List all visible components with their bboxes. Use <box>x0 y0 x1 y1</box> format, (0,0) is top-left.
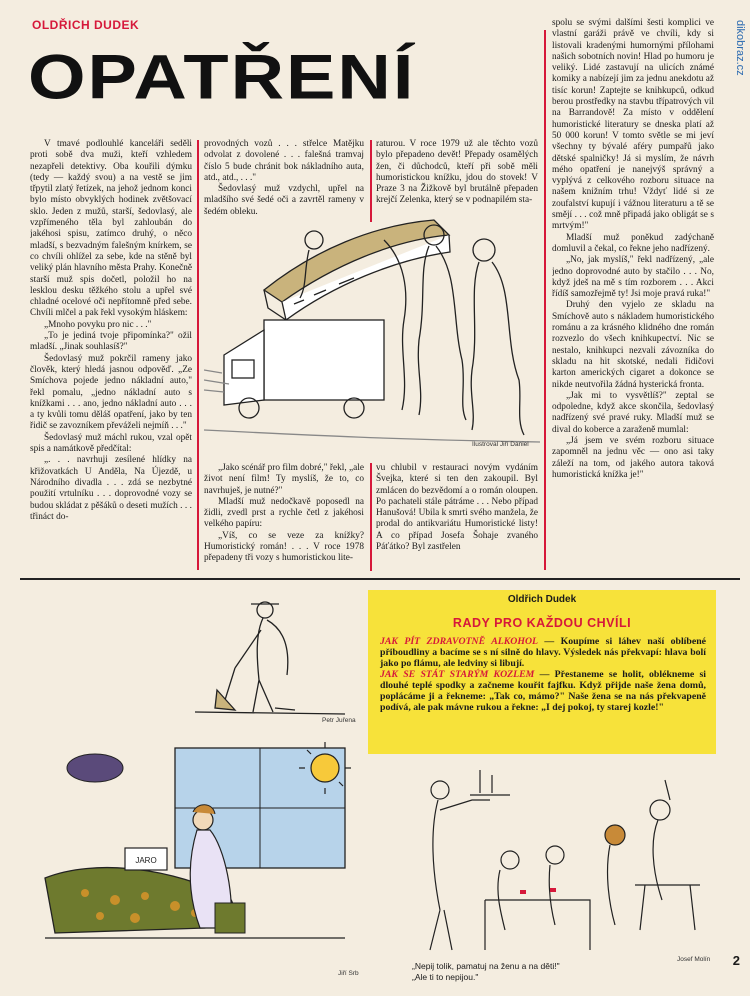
paragraph: Mladší muž poněkud zadýchaně domluvil a čekal, co řekne jeho nadřízený. <box>552 232 714 254</box>
article-column-2-bottom <box>204 463 364 571</box>
paragraph: raturou. V roce 1979 už ale těchto vozů bylo přepadeno devět! Přepady osamělých žen, či důchodců, kteří při sobě měli humoristickou knížku, jdou do stovek! V Praze 3 na Žižkově byl brutálně přepaden krejčí Zelenka, který se v podnapilém sta- <box>376 139 538 206</box>
tip-heading: JAK SE STÁT STARÝM KOZLEM <box>380 669 535 680</box>
cartoon-spring-window <box>25 728 365 968</box>
cartoon-cafe <box>400 760 710 960</box>
paragraph: Mladší muž nedočkavě poposedl na židli, zvedl prst a rychle četl z jakéhosi velkého papíru: <box>204 496 364 530</box>
column-divider <box>197 140 199 570</box>
cartoon-sign-text: JARO <box>135 856 157 865</box>
tip-item <box>380 669 706 713</box>
paragraph: „Jak mi to vysvětlíš?" zeptal se odpoledne, když akce skončila, šedovlasý nadřízený své pravé ruky. Mladší muž se dival do koberce a zaraženě mumlal: <box>552 390 714 435</box>
cartoon-sweeper <box>195 590 365 720</box>
article-title: OPATŘENÍ <box>28 41 416 113</box>
paragraph: „Jako scénář pro film dobré," řekl, „ale život není film! Ty myslíš, že to, co navrhuješ, je nutné?" <box>204 463 364 496</box>
article-author: OLDŘICH DUDEK <box>32 18 140 32</box>
paragraph: „No, jak myslíš," řekl nadřízený, „ale jedno doprovodné auto by stačilo . . . No, když jdeš na mě s tím rozborem . . . Akci řídíš samozřejmě ty! Jsi moje pravá ruka!" <box>552 255 714 300</box>
tips-title: RADY PRO KAŽDOU CHVÍLI <box>452 616 632 630</box>
section-divider <box>20 578 740 580</box>
article-column-4 <box>552 18 714 571</box>
cartoon-credit: Josef Molín <box>677 956 711 963</box>
paragraph: spolu se svými dalšími šesti komplici ve vlastní garáži právě ve chvíli, kdy si listovali kradenými humornými přílohami našich sobotních novin! Hlad po humoru je veliký. Lidé zastavují na ulicích známé komiky a nabízejí jim za jednu anekdotu až tisíc korun! Zaptejte se knihkupců, odkud berou prostředky na stavbu třípatrových vil na Barrandově! Za místo v oddělení humoristické literatury se dneska platí až 50 000 korun! V tomto světle se mi jeví všechny ty bývalé aféry pumpařů jako dětské spalničky! Já si myslím, že návrh mého opatření je nanejvýš správný a vyplývá z celkového rozboru situace na našem knižním trhu! Vždyť lidé si ze zoufalství kupují i vážnou literaturu a tě se smějí . . . což mně připadá jako obligát se s mrtvým!" <box>552 18 714 232</box>
paragraph: provodných vozů . . . střelce Matějku odvolat z dovolené . . . falešná tramvaj číslo 5 bude chránit bok nákladního auta, atd., atd., . . ." <box>204 139 364 183</box>
tip-item <box>380 636 706 669</box>
cartoon-credit: Petr Juřena <box>322 717 356 724</box>
caption-line: „Nepij tolik, pamatuj na ženu a na děti!" <box>412 961 560 971</box>
tip-body: — Koupíme si láhev naší oblíbené přiboudliny a bacíme se s ní silně do hlavy. Výsledek nás překvapí: hlava bolí jako po flámu, ale ledviny si libují. <box>380 636 706 669</box>
paragraph: Šedovlasý muž vzdychl, upřel na mladšího své šedé oči a zavrtěl rameny v šedém obleku. <box>204 184 364 217</box>
tip-body: — Přestaneme se holit, oblékneme si dlouhé teplé spodky a začneme kouřit fajfku. Když přijde naše žena domů, poplácáme ji a řekneme: „Tak co, mámo?" Naše žena se na nás překvapeně podívá, ale pak mávne rukou a řekne: „I dej pokoj, ty starej kozle!" <box>380 669 706 713</box>
column-divider <box>370 463 372 571</box>
paragraph: „To je jediná tvoje připomínka?" ožil mladší. „Jinak souhlasíš?" <box>30 331 192 353</box>
column-divider <box>544 30 546 570</box>
cartoon-caption <box>412 961 672 983</box>
paragraph: V tmavé podlouhlé kanceláři seděli proti sobě dva muži, kteří vzhledem nezapřeli detektivy. Oba kouřili dýmku (tedy — každý svou) a na vestě se jim třpytil zlatý řetízek, na jehož jednom konci bylo místo obvyklých hodinek zvětšovací sklo. Jeden z mužů, starší, šedovlasý, ale vzpřímeného těla byl zahloubán do jakéhosi spisu, zatímco druhý, o něco mladší, s bezvadným falešným knírkem, se co chvíli ohlížel za sebe, kde na stěně byl veliký plán hlavního města Prahy. Konečně starší muž spis dočetl, položil ho na lesklou desku těžkého stolu a upřel své chladné ocelové oči nepřítomně před sebe. Chvíli mlčel a pak řekl vysokým hláskem: <box>30 139 192 319</box>
paragraph: „Víš, co se veze za knížky? Humoristický román! . . . V roce 1978 přepadeny tři vozy s humoristickou lite- <box>204 530 364 564</box>
paragraph: Šedovlasý muž máchl rukou, vzal opět spis a namátkově předčítal: <box>30 432 192 455</box>
book-truck-illustration <box>204 180 540 450</box>
paragraph: „Já jsem ve svém rozboru situace zapomněl na jednu věc — ono asi taky záleží na tom, od jakého autora taková humoristická knížka je!" <box>552 435 714 480</box>
paragraph: Šedovlasý muž pokrčil rameny jako člověk, který hledá jasnou odpověď. „Ze Smíchova pojede jedno nákladní auto," řekl pomalu, „jedno nákladní auto s knížkami . . . ano, jedno nákladní auto . . . a ty kvůli tomu děláš opatření, jako by ten řidič se zavozníkem převáželi nejmíň . . ." <box>30 353 192 432</box>
tips-author: Oldřich Dudek <box>507 594 577 605</box>
paragraph: „. . . navrhuji zesílené hlídky na křižovatkách U Anděla, Na Újezdě, u Národního divadla . . . zdá se nezbytné použití vrtulníku . . . doprovodné vozy se budou skládat z pěšáků o deseti mužích . . . třináct do- <box>30 455 192 522</box>
paragraph: „Mnoho povyku pro nic . . ." <box>44 319 152 330</box>
illustration-credit: Ilustroval Jiří Daniel <box>472 441 529 448</box>
article-column-3-bottom <box>376 463 538 571</box>
tips-text <box>380 636 706 713</box>
caption-line: „Ale ti to nepijou." <box>412 972 479 982</box>
site-watermark[interactable]: dikobraz.cz <box>734 20 746 76</box>
tip-heading: JAK PÍT ZDRAVOTNĚ ALKOHOL <box>380 636 539 647</box>
paragraph: vu chlubil v restauraci novým vydáním Švejka, které si ten den zakoupil. Byl zmlácen do bezvědomí a o román oloupen. Po pachateli stále pátráme . . . Nebo případ Hanušová! Ubila k smrti svého manžela, že prodal do antikvariátu Humoristické listy! A co případ Josefa Šohaje zvaného Páťátko? Byl zastřelen <box>376 463 538 553</box>
paragraph: Druhý den vyjelo ze skladu na Smíchově auto s nákladem humoristického románu a za krásného klidného dne román rozvezlo do všech knihkupectví. Nic se nestalo, knihkupci nezvali závozníka do skladu na hit skotské, nedali řidičovi karton amerických cigaret a dokonce se nikde neutvořila žádná hysterická fronta. <box>552 300 714 390</box>
cartoon-credit: Jiří Srb <box>338 970 359 977</box>
article-column-1 <box>30 139 192 571</box>
page-number: 2 <box>732 953 740 968</box>
tips-box <box>368 590 716 754</box>
